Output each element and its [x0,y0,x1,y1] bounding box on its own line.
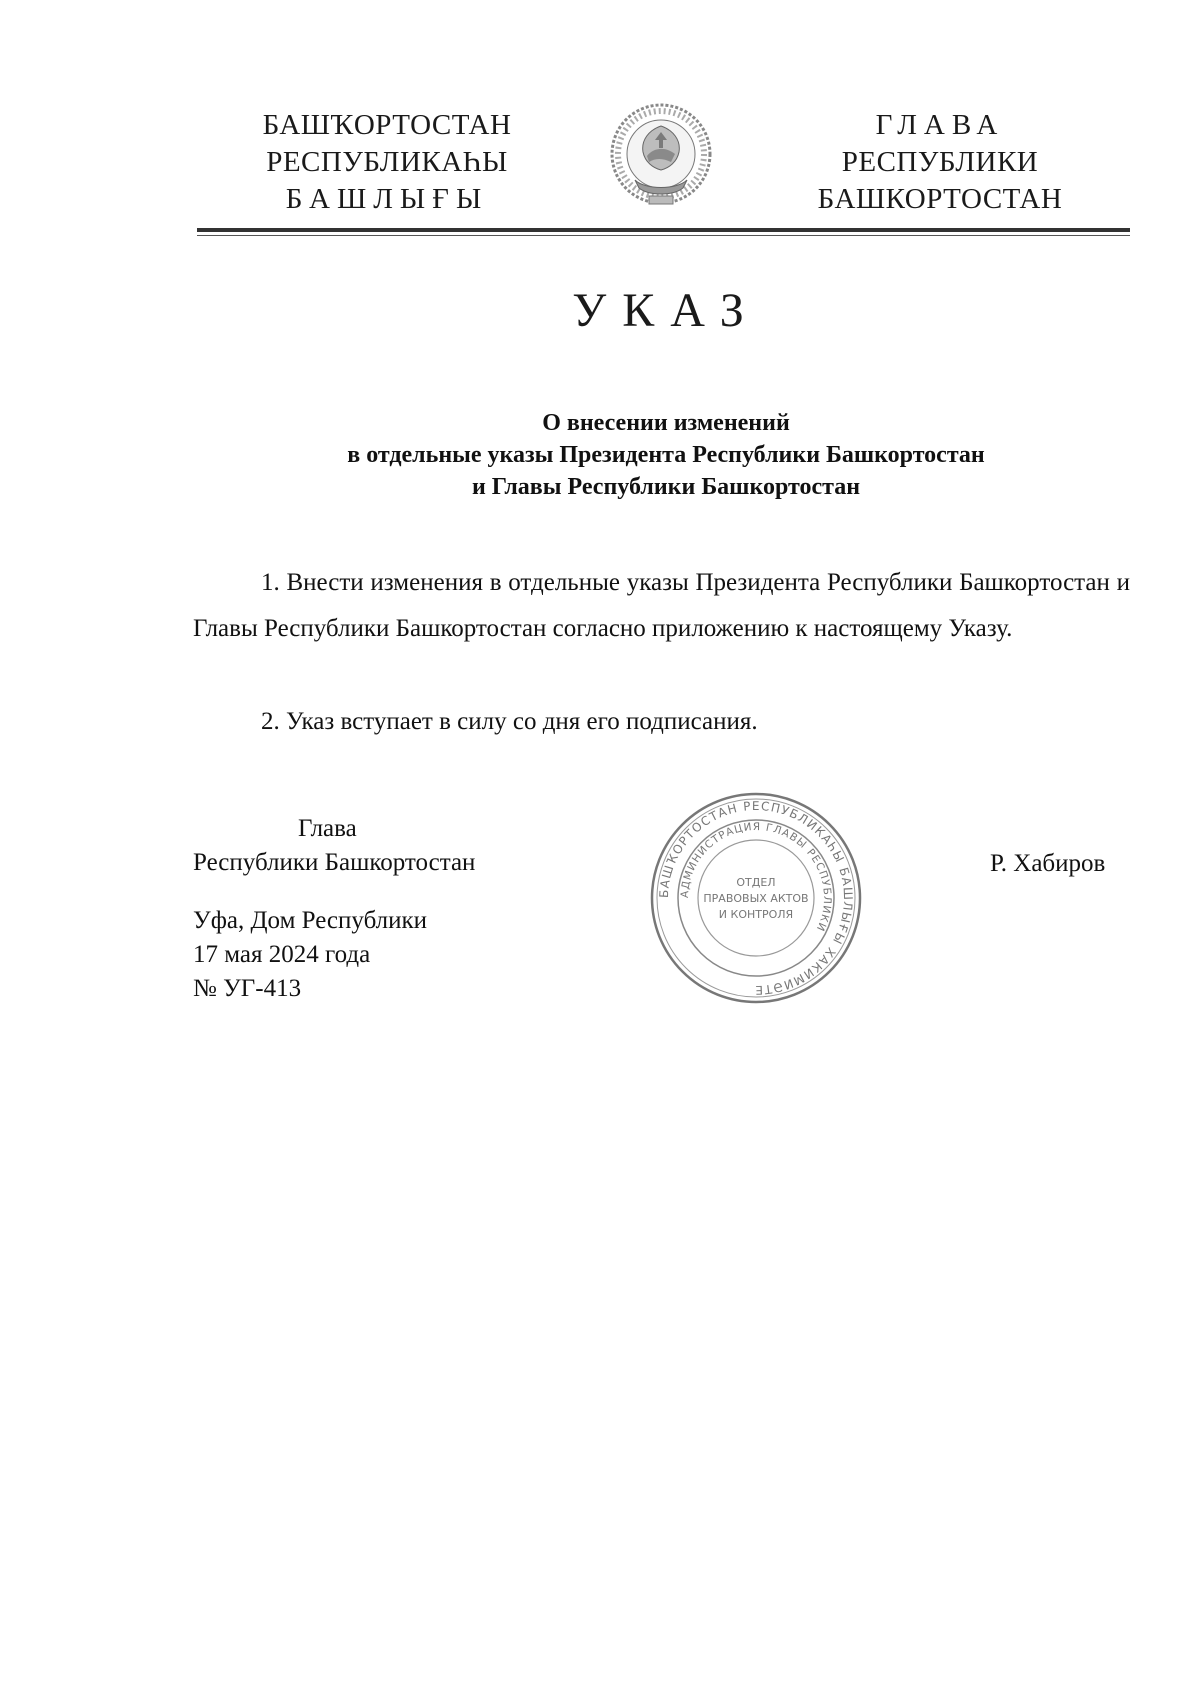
body-paragraph-2: 2. Указ вступает в силу со дня его подписания. [261,708,758,735]
header-left-line-1: БАШҠОРТОСТАН [262,109,512,141]
issue-number: № УГ-413 [193,975,302,1002]
document-title-line-3: и Главы Республики Башкортостан [471,474,861,500]
signature-role-line-1: Глава [298,815,357,842]
header-divider-thick [197,228,1130,232]
signer-name: Р. Хабиров [990,850,1106,877]
header-left-line-2: РЕСПУБЛИКАҺЫ [266,146,508,178]
coat-of-arms-icon [605,96,717,216]
header-left-line-3: БАШЛЫҒЫ [285,183,489,215]
document-title [250,407,1082,503]
header-left-title [232,107,542,218]
issue-place: Уфа, Дом Республики [193,907,428,934]
issue-date: 17 мая 2024 года [193,941,371,968]
document-title-line-2: в отдельные указы Президента Республики Башкортостан [347,442,985,468]
official-stamp [648,790,864,1006]
header-divider-thin [197,235,1130,236]
header-right-line-3: БАШКОРТОСТАН [817,183,1063,215]
header-right-title [775,107,1105,218]
signature-role-line-2: Республики Башкортостан [193,849,476,876]
header-right-line-1: ГЛАВА [875,109,1005,141]
document-title-line-1: О внесении изменений [542,410,790,436]
issue-details [193,904,427,1006]
stamp-center-line-2: ПРАВОВЫХ АКТОВ [703,892,809,905]
document-type: УКАЗ [572,284,760,337]
header-right-line-2: РЕСПУБЛИКИ [841,146,1039,178]
stamp-center-line-3: И КОНТРОЛЯ [718,908,794,921]
stamp-inner-ring-text: АДМИНИСТРАЦИЯ ГЛАВЫ РЕСПУБЛИКИ [678,820,834,934]
signature-role [193,812,475,880]
body-paragraph-1: 1. Внести изменения в отдельные указы Президента Республики Башкортостан и Главы Республики Башкортостан согласно приложению к настоящему Указу. [193,569,1130,642]
stamp-outer-text: БАШҠОРТОСТАН РЕСПУБЛИКАҺЫ БАШЛЫҒЫ ХАКИМИӘТЕ [656,798,856,998]
stamp-center-line-1: ОТДЕЛ [736,876,776,889]
